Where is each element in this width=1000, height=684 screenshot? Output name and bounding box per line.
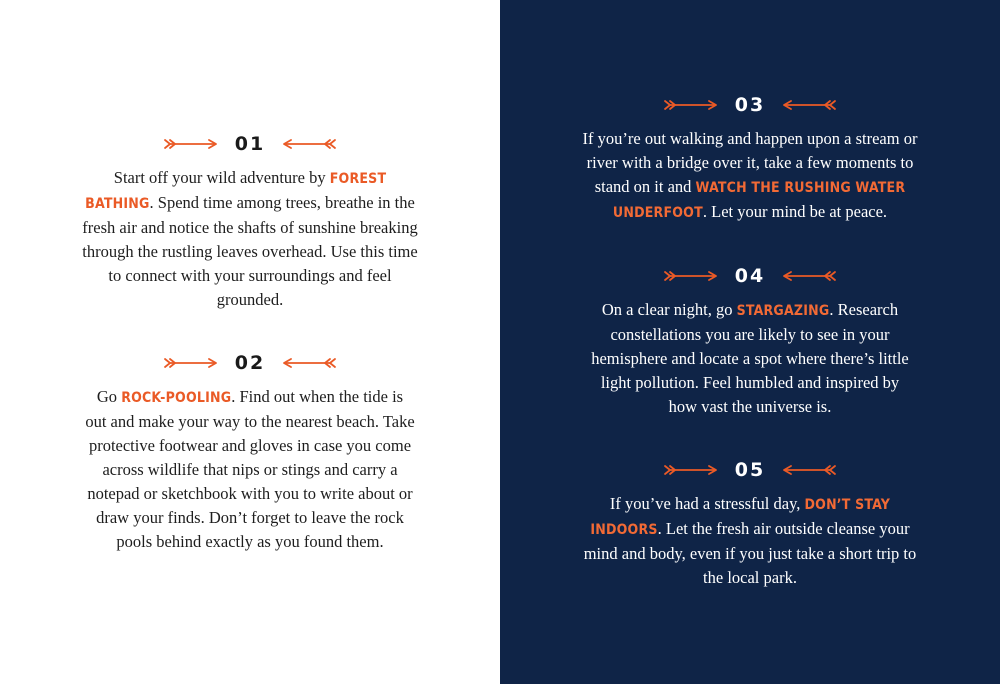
section-heading [500,264,1000,288]
section-heading [500,458,1000,482]
section-text [578,492,923,590]
section-02 [0,351,500,554]
section-number: 05 [734,459,766,481]
section-heading [500,93,1000,117]
section-number: 01 [234,133,266,155]
arrow-left-icon [779,269,837,283]
text-part: Go [96,387,122,406]
text-part: If you’ve had a stressful day, [609,494,805,513]
text-part: Start off your wild adventure by [113,168,330,187]
arrow-left-icon [779,98,837,112]
arrow-right-icon [163,137,221,151]
arrow-left-icon [779,463,837,477]
section-01 [0,132,500,312]
highlight-text: STARGAZING [736,303,830,319]
highlight-text: WATCH THE RUSHING WATER UNDERFOOT [612,180,906,221]
section-03 [500,93,1000,225]
text-part: If you’re out walking and happen upon a stream or river with a bridge over it, take a few moments to stand on it and [582,129,918,196]
arrow-right-icon [163,356,221,370]
right-page [500,0,1000,684]
section-05 [500,458,1000,590]
arrow-left-icon [279,356,337,370]
arrow-right-icon [663,98,721,112]
section-heading [0,132,500,156]
highlight-text: FOREST BATHING [85,171,387,212]
section-04 [500,264,1000,419]
section-heading [0,351,500,375]
section-text [590,298,910,419]
text-part: On a clear night, go [601,300,737,319]
arrow-right-icon [663,269,721,283]
highlight-text: ROCK-POOLING [121,390,232,406]
arrow-right-icon [663,463,721,477]
section-text [85,385,415,554]
section-number: 03 [734,94,766,116]
section-number: 02 [234,352,266,374]
arrow-left-icon [279,137,337,151]
section-text [575,127,925,225]
section-number: 04 [734,265,766,287]
text-part: . Let the fresh air outside cleanse your mind and body, even if you just take a short trip to the local park. [583,519,917,587]
highlight-text: DON’T STAY INDOORS [590,497,891,538]
text-part: . Let your mind be at peace. [702,202,888,221]
text-part: . Find out when the tide is out and make your way to the nearest beach. Take protective footwear and gloves in case you come across wildlife that nips or stings and carry a notepad or sketchbook with you to write about or draw your finds. Don’t forget to leave the rock pools behind exactly as you found them. [85,387,415,551]
text-part: . Spend time among trees, breathe in the fresh air and notice the shafts of sunshine breaking through the rustling leaves overhead. Use this time to connect with your surroundings and feel grounded. [82,193,418,309]
section-text [80,166,420,312]
text-part: . Research constellations you are likely to see in your hemisphere and locate a spot where there’s little light pollution. Feel humbled and inspired by how vast the universe is. [591,300,909,416]
